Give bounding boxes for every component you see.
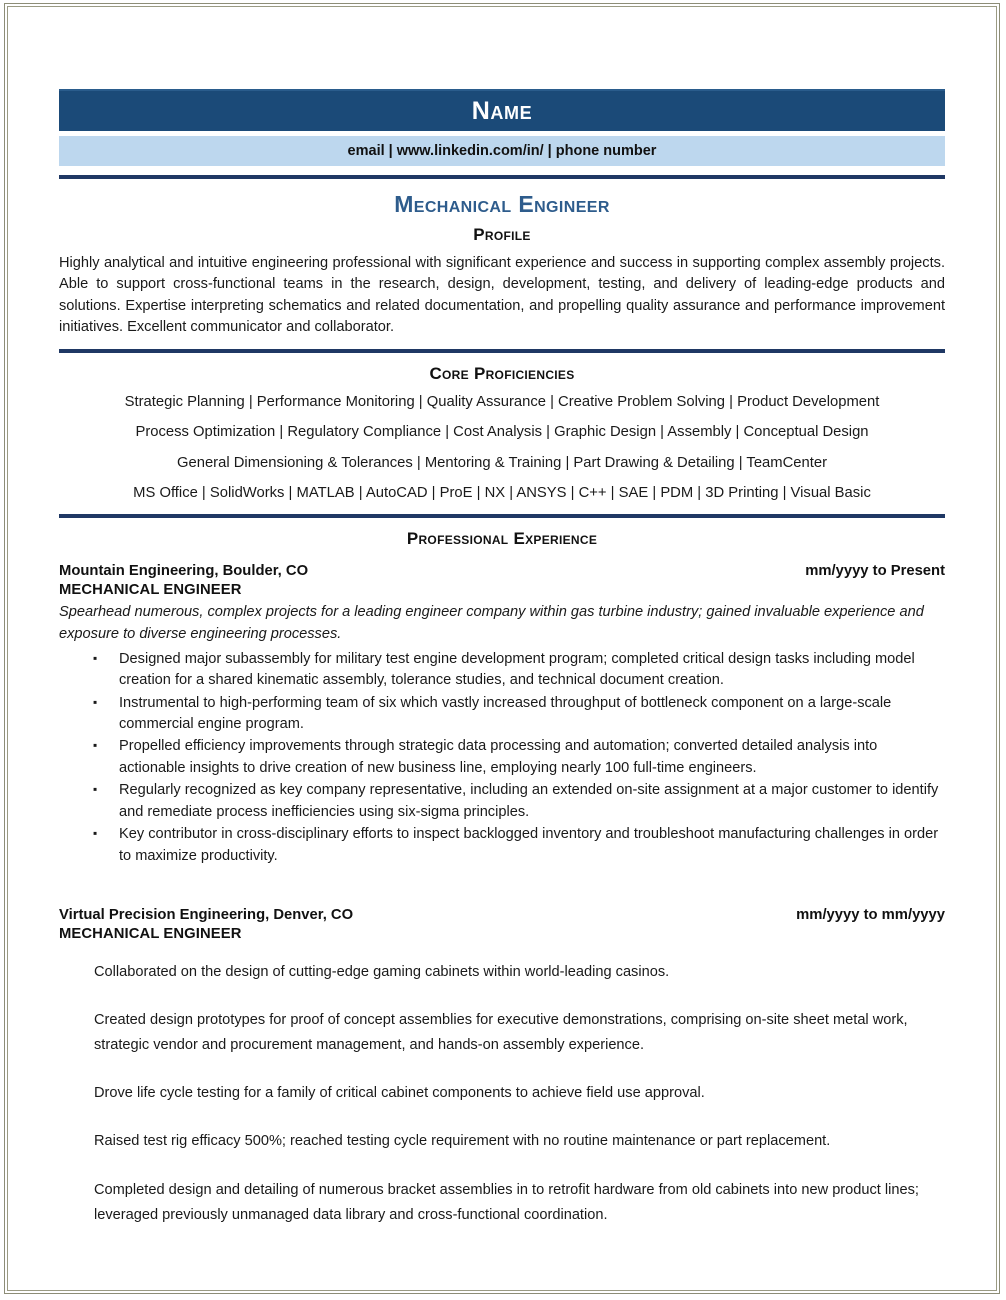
divider-top bbox=[59, 175, 945, 179]
contact-line: email | www.linkedin.com/in/ | phone number bbox=[347, 143, 657, 159]
achievement-paragraph-list bbox=[59, 960, 945, 1228]
name-header-bar bbox=[59, 89, 945, 131]
employment-dates: mm/yyyy to mm/yyyy bbox=[796, 907, 945, 924]
employer-name: Virtual Precision Engineering, Denver, CO bbox=[59, 907, 354, 924]
section-heading-profile: Profile bbox=[473, 225, 531, 244]
core-proficiency-row: Strategic Planning | Performance Monitoring | Quality Assurance | Creative Problem Solving | Product Development bbox=[124, 393, 880, 410]
achievement-paragraph: Completed design and detailing of numerous bracket assemblies in to retrofit hardware from old cabinets into new product lines; leveraged previously unmanaged data library and cross-functional coordination. bbox=[94, 1181, 919, 1223]
bullet-text: Instrumental to high-performing team of six which vastly increased throughput of bottleneck component on a large-scale commercial engine program. bbox=[119, 694, 892, 732]
square-bullet-icon: ▪ bbox=[93, 782, 98, 797]
experience-entry bbox=[59, 907, 945, 1228]
list-item bbox=[59, 824, 945, 867]
bullet-text: Key contributor in cross-disciplinary efforts to inspect backlogged inventory and troubleshoot manufacturing challenges in order to maximize productivity. bbox=[119, 826, 939, 864]
list-item bbox=[59, 736, 945, 779]
contact-bar bbox=[59, 136, 945, 166]
bullet-text: Designed major subassembly for military test engine development program; completed critical design tasks including model creation for a shared kinematic assembly, tolerance studies, and technical document creation. bbox=[119, 650, 915, 689]
job-role-title: MECHANICAL ENGINEER bbox=[59, 926, 242, 943]
employment-dates: mm/yyyy to Present bbox=[805, 563, 945, 580]
square-bullet-icon: ▪ bbox=[93, 738, 98, 753]
experience-entry bbox=[59, 563, 945, 867]
achievement-paragraph: Drove life cycle testing for a family of critical cabinet components to achieve field use approval. bbox=[94, 1085, 705, 1102]
achievement-paragraph: Created design prototypes for proof of concept assemblies for executive demonstrations, comprising on-site sheet metal work, strategic vendor and procurement management, and hands-on assembly experience. bbox=[94, 1012, 908, 1054]
bullet-text: Propelled efficiency improvements through strategic data processing and automation; converted detailed analysis into actionable insights to drive creation of new business line, employing nearly 100 full-time engineers. bbox=[119, 738, 878, 776]
square-bullet-icon: ▪ bbox=[93, 694, 98, 709]
core-proficiency-row: General Dimensioning & Tolerances | Mentoring & Training | Part Drawing & Detailing | TeamCenter bbox=[176, 454, 828, 471]
achievement-paragraph: Collaborated on the design of cutting-edge gaming cabinets within world-leading casinos. bbox=[94, 964, 670, 981]
square-bullet-icon: ▪ bbox=[93, 826, 98, 841]
experience-header bbox=[59, 563, 945, 579]
achievement-bullet-list bbox=[59, 649, 945, 867]
square-bullet-icon: ▪ bbox=[93, 650, 98, 665]
experience-header bbox=[59, 907, 945, 923]
list-item bbox=[59, 693, 945, 736]
list-item bbox=[59, 649, 945, 692]
list-item bbox=[59, 780, 945, 823]
core-proficiencies-list bbox=[59, 392, 945, 504]
job-summary: Spearhead numerous, complex projects for a leading engineer company within gas turbine industry; gained invaluable experience and exposure to diverse engineering processes. bbox=[59, 604, 924, 642]
core-proficiency-row: MS Office | SolidWorks | MATLAB | AutoCAD | ProE | NX | ANSYS | C++ | SAE | PDM | 3D Printing | Visual Basic bbox=[133, 484, 871, 501]
employer-name: Mountain Engineering, Boulder, CO bbox=[59, 563, 309, 580]
divider-core-proficiencies bbox=[59, 514, 945, 518]
resume-content bbox=[59, 0, 945, 1228]
section-heading-core-proficiencies: Core Proficiencies bbox=[429, 363, 575, 383]
core-proficiency-row: Process Optimization | Regulatory Compliance | Cost Analysis | Graphic Design | Assembly | Conceptual Design bbox=[135, 424, 869, 441]
job-role-title: MECHANICAL ENGINEER bbox=[59, 582, 242, 599]
profile-paragraph: Highly analytical and intuitive engineering professional with significant experience and success in supporting complex assembly projects. Able to support cross-functional teams in the research, design, development, testing, and delivery of leading-edge products and solutions. Expertise interpreting schematics and related documentation, and propelling quality assurance and performance improvement initiatives. Excellent communicator and collaborator. bbox=[59, 255, 945, 336]
target-job-title: Mechanical Engineer bbox=[394, 191, 610, 217]
candidate-name: Name bbox=[471, 96, 533, 125]
divider-profile bbox=[59, 349, 945, 353]
section-heading-professional-experience: Professional Experience bbox=[406, 529, 598, 549]
achievement-paragraph: Raised test rig efficacy 500%; reached testing cycle requirement with no routine maintenance or part replacement. bbox=[94, 1133, 831, 1150]
bullet-text: Regularly recognized as key company representative, including an extended on-site assignment at a major customer to identify and remediate process inefficiencies using six-sigma principles. bbox=[119, 782, 939, 820]
